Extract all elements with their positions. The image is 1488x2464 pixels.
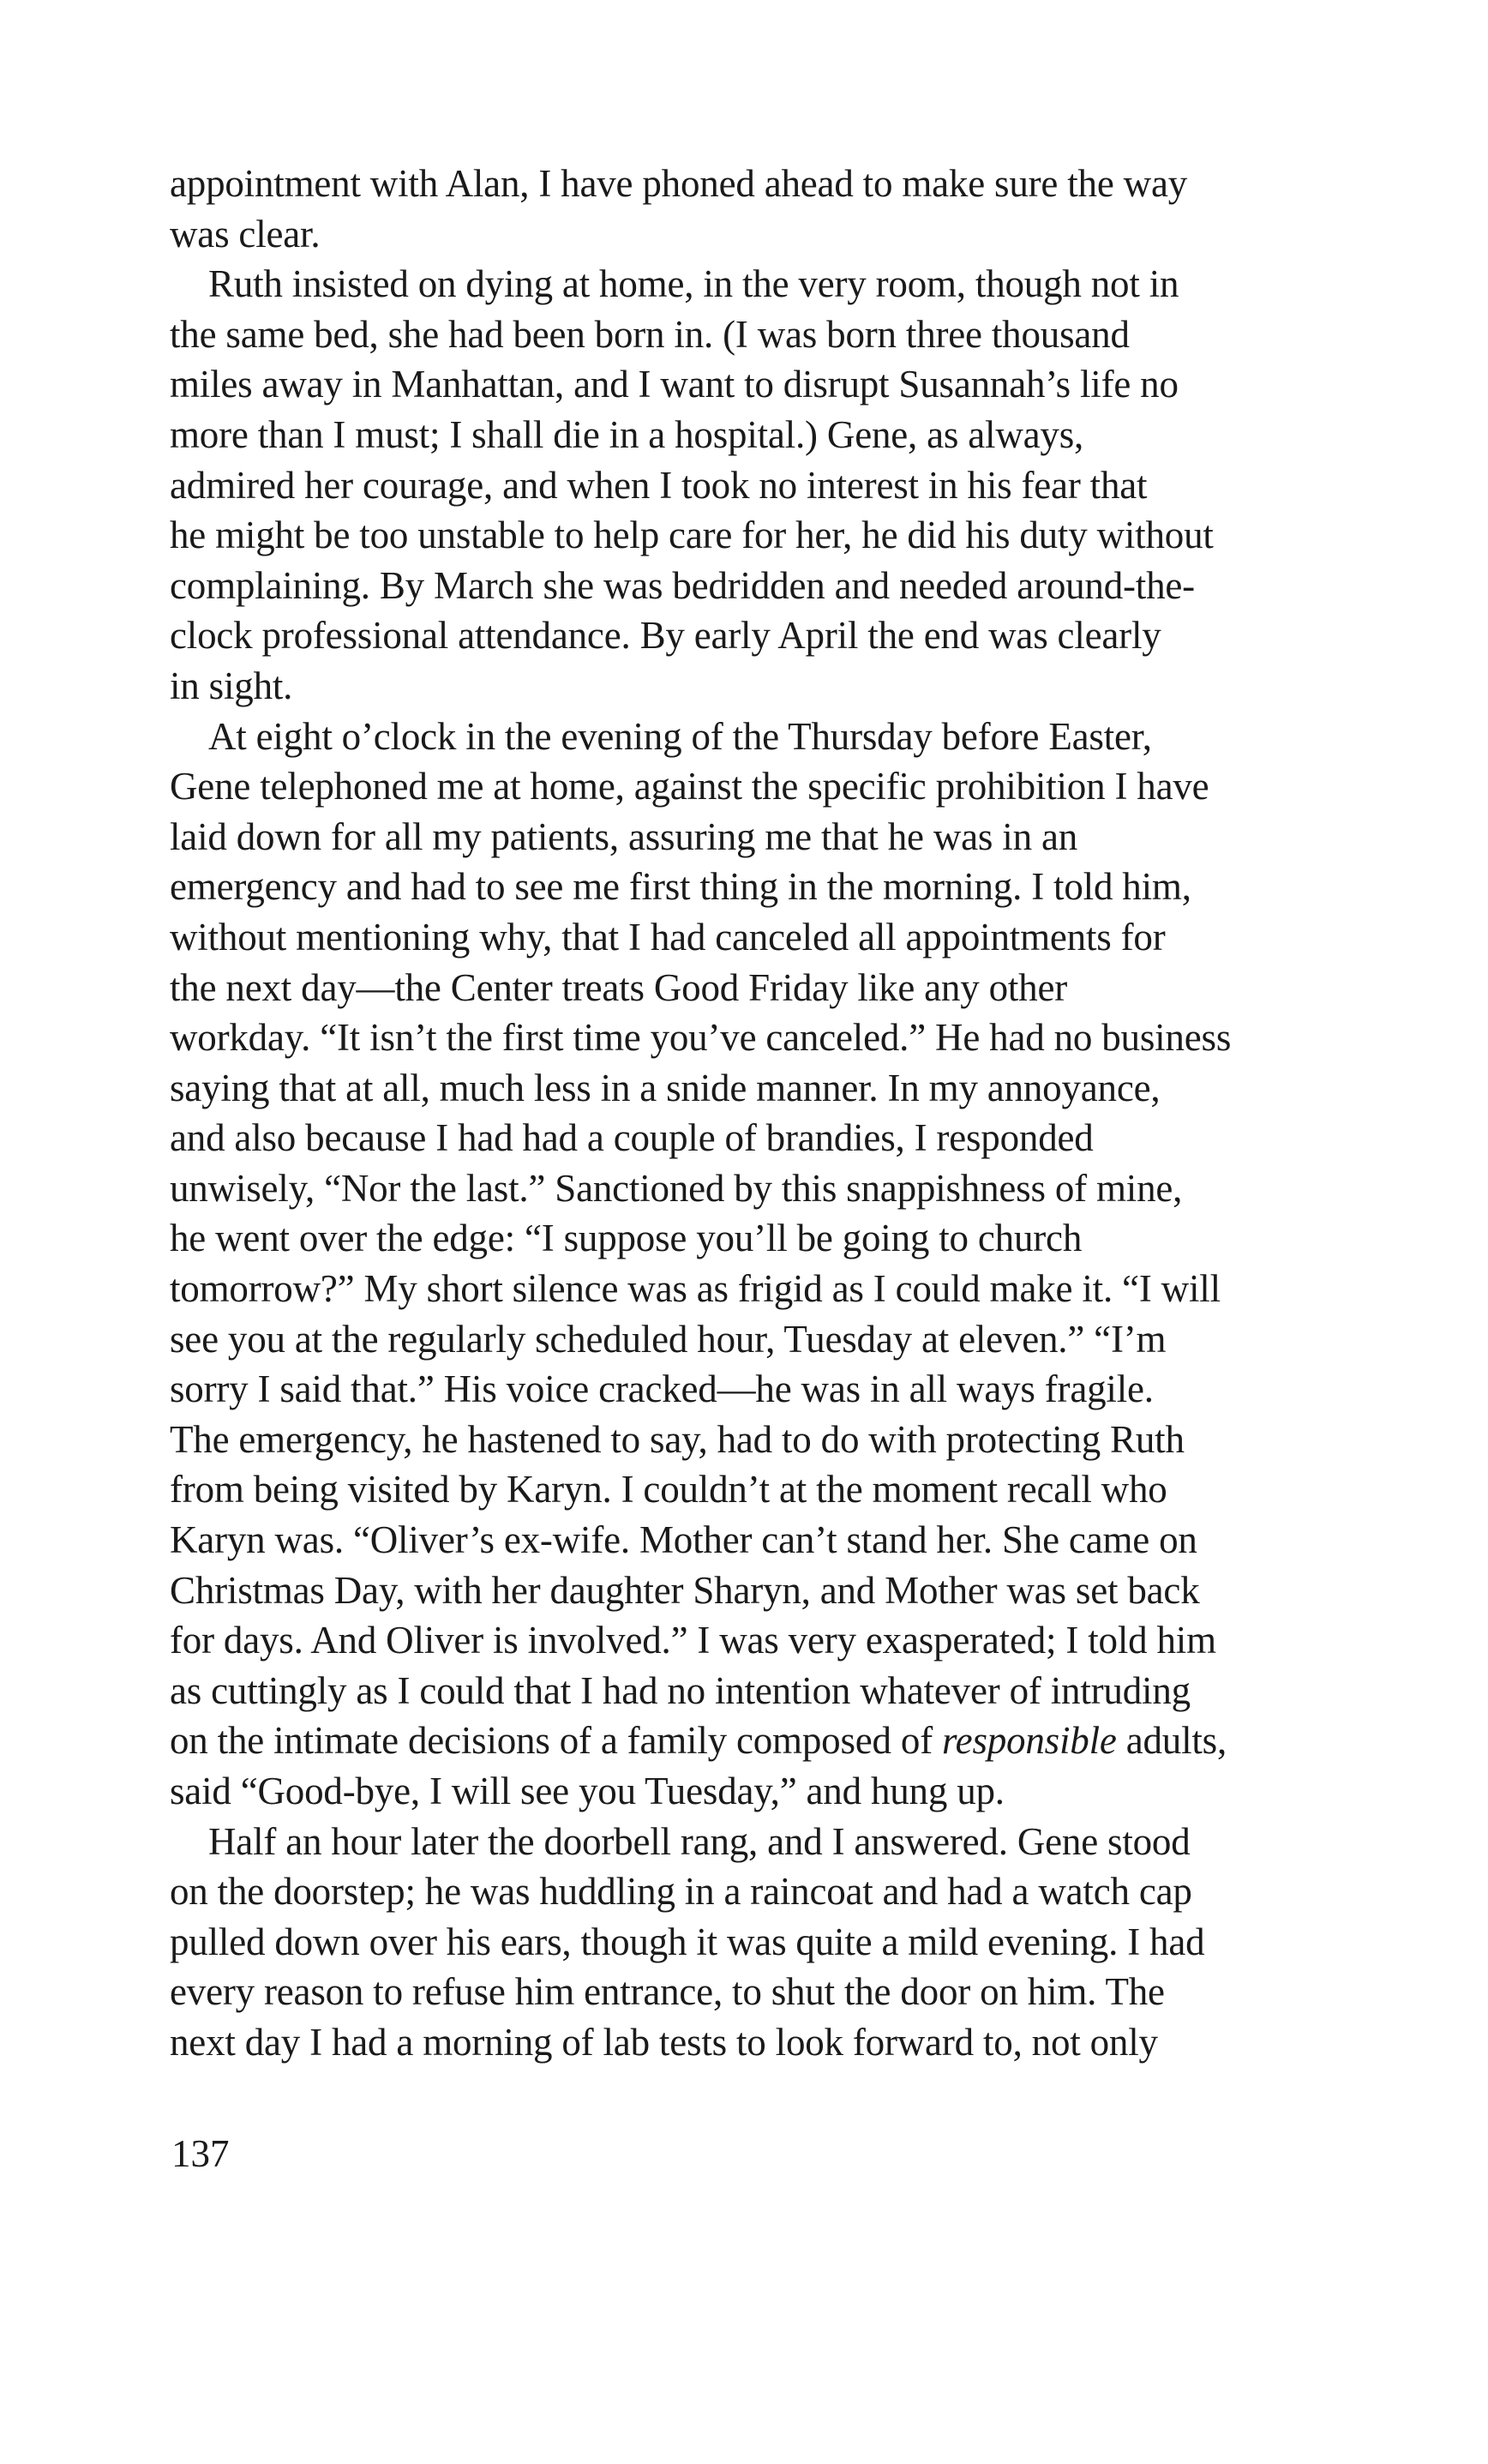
text-line: miles away in Manhattan, and I want to disrupt Susannah’s life no bbox=[170, 363, 1179, 406]
text-line: complaining. By March she was bedridden and needed around-the- bbox=[170, 563, 1195, 607]
text-line: Christmas Day, with her daughter Sharyn, and Mother was set back bbox=[170, 1568, 1200, 1612]
text-line: workday. “It isn’t the first time you’ve canceled.” He had no business bbox=[170, 1016, 1232, 1060]
text-line: saying that at all, much less in a snide manner. In my annoyance, bbox=[170, 1066, 1161, 1109]
text-line: admired her courage, and when I took no interest in his fear that bbox=[170, 463, 1148, 507]
text-line: he went over the edge: “I suppose you’ll be going to church bbox=[170, 1217, 1083, 1260]
text-segment: adults, bbox=[1116, 1719, 1227, 1763]
text-line: was clear. bbox=[170, 212, 321, 255]
text-line: every reason to refuse him entrance, to shut the door on him. The bbox=[170, 1970, 1165, 2014]
text-line: next day I had a morning of lab tests to look forward to, not only bbox=[170, 2020, 1158, 2064]
text-line: the same bed, she had been born in. (I was born three thousand bbox=[170, 312, 1130, 356]
text-line: laid down for all my patients, assuring me that he was in an bbox=[170, 814, 1078, 858]
text-line: Ruth insisted on dying at home, in the very room, though not in bbox=[208, 262, 1179, 306]
text-line: The emergency, he hastened to say, had to do with protecting Ruth bbox=[170, 1417, 1185, 1461]
text-line: sorry I said that.” His voice cracked—he was in all ways fragile. bbox=[170, 1367, 1154, 1411]
text-line: for days. And Oliver is involved.” I was very exasperated; I told him bbox=[170, 1619, 1216, 1662]
text-line: pulled down over his ears, though it was quite a mild evening. I had bbox=[170, 1920, 1205, 1963]
page-number: 137 bbox=[171, 2132, 230, 2175]
text-line: without mentioning why, that I had canceled all appointments for bbox=[170, 915, 1166, 959]
body-text bbox=[170, 159, 1357, 2068]
emphasized-word: responsible bbox=[942, 1719, 1117, 1763]
text-line: Half an hour later the doorbell rang, and I answered. Gene stood bbox=[208, 1819, 1191, 1863]
text-line: from being visited by Karyn. I couldn’t at the moment recall who bbox=[170, 1468, 1167, 1511]
text-line: emergency and had to see me first thing in the morning. I told him, bbox=[170, 865, 1191, 909]
text-line: Gene telephoned me at home, against the specific prohibition I have bbox=[170, 765, 1209, 808]
text-line: Karyn was. “Oliver’s ex-wife. Mother can’t stand her. She came on bbox=[170, 1518, 1197, 1562]
text-line: appointment with Alan, I have phoned ahead to make sure the way bbox=[170, 162, 1188, 205]
text-line: in sight. bbox=[170, 664, 293, 707]
text-line: more than I must; I shall die in a hospital.) Gene, as always, bbox=[170, 412, 1084, 456]
text-line: the next day—the Center treats Good Friday like any other bbox=[170, 965, 1068, 1009]
text-line: At eight o’clock in the evening of the Thursday before Easter, bbox=[208, 714, 1152, 758]
text-line: he might be too unstable to help care for her, he did his duty without bbox=[170, 514, 1214, 557]
text-line: tomorrow?” My short silence was as frigid as I could make it. “I will bbox=[170, 1267, 1221, 1311]
text-line: clock professional attendance. By early April the end was clearly bbox=[170, 614, 1161, 658]
text-line: and also because I had had a couple of brandies, I responded bbox=[170, 1116, 1094, 1160]
text-line: unwisely, “Nor the last.” Sanctioned by this snappishness of mine, bbox=[170, 1166, 1183, 1210]
text-line: on the doorstep; he was huddling in a raincoat and had a watch cap bbox=[170, 1870, 1192, 1914]
text-line: said “Good-bye, I will see you Tuesday,” and hung up. bbox=[170, 1770, 1005, 1812]
text-line-with-emphasis bbox=[170, 1716, 1357, 1766]
text-segment: on the intimate decisions of a family composed of bbox=[170, 1719, 943, 1763]
text-line: as cuttingly as I could that I had no intention whatever of intruding bbox=[170, 1668, 1191, 1712]
text-line: see you at the regularly scheduled hour, Tuesday at eleven.” “I’m bbox=[170, 1317, 1167, 1361]
